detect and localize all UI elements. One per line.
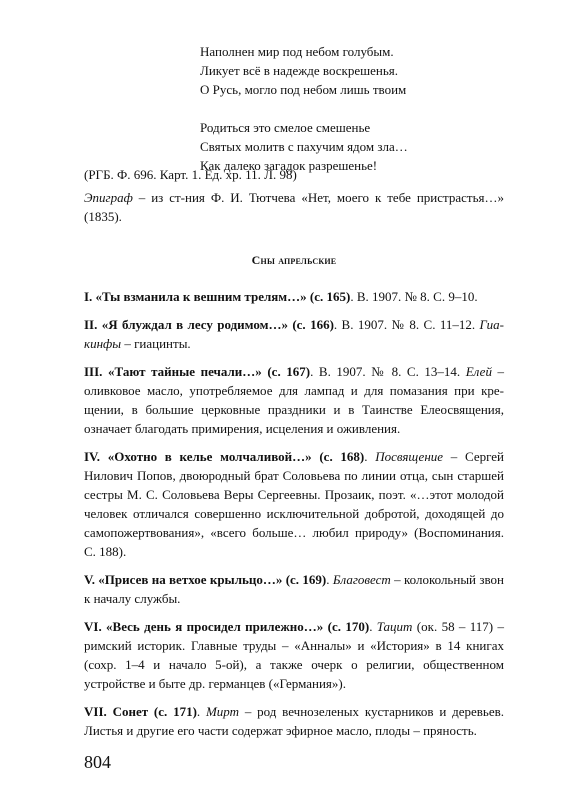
commentary-entry-4 [84, 447, 504, 561]
entry-term: Мирт [205, 704, 240, 719]
epigraph-note [84, 188, 504, 226]
entry-term: Благовест [332, 572, 391, 587]
poem-line: О Русь, могло под небом лишь твоим [200, 82, 407, 97]
poem-stanza-1 [200, 42, 500, 99]
entry-text: – Сергей Нилович Попов, двоюродный брат Соловьева по линии отца, сын старшей сестры М. С. Соловьева Веры Сергеевны. Прозаик, поэт. «…этот молодой человек отличался совершенно исключительной добротой, доходящей до самопожертвования», «всего больше… любил природу» (Воспоминания. С. 188). [84, 449, 504, 559]
entry-text: . [326, 572, 333, 587]
entry-heading: III. «Тают тайные печали…» (с. 167) [84, 364, 311, 379]
entry-text: . [369, 619, 377, 634]
commentary-entry-6 [84, 617, 504, 693]
entry-text: . [364, 449, 376, 464]
entry-heading: IV. «Охотно в келье молчаливой…» (с. 168) [84, 449, 365, 464]
entry-heading: V. «Присев на ветхое крыльцо…» (с. 169) [84, 572, 327, 587]
commentary-entry-5 [84, 570, 504, 608]
entry-text: – оливковое масло, употребляемое для лампад и для помазания при крещении, в большие церковные праздники и в Таинстве Елеосвящения, означает благодать примирения, исцеления и оживления. [84, 364, 505, 436]
archive-source: (РГБ. Ф. 696. Карт. 1. Ед. хр. 11. Л. 98) [84, 167, 297, 182]
entry-text: – род вечнозеленых кустарников и деревьев. Листья и другие его части содержат эфирное масло, плоды – пряность. [84, 704, 505, 738]
commentary-entry-3 [84, 362, 504, 438]
entry-text: (ок. 58 – 117) – римский историк. Главные труды – «Анналы» и «История» в 14 книгах (сохр. 1–4 и начало 5-ой), а также очерк о религии, общественном устройстве и быте др. германцев («Германия»). [84, 619, 504, 691]
poem-excerpt [200, 42, 500, 175]
poem-line: Ликует всё в надежде воскрешенья. [200, 63, 399, 78]
entry-heading: VII. Сонет (с. 171) [84, 704, 197, 719]
entry-term: Елей [465, 364, 492, 379]
entry-text: – гиацинты. [121, 336, 191, 351]
entry-text: . В. 1907. № 8. С. 11–12. [333, 317, 480, 332]
epigraph-term: Эпиграф [84, 190, 133, 205]
section-title: Сны апрельские [251, 253, 337, 267]
commentary-entry-2 [84, 315, 504, 353]
poem-line: Как далеко загадок разрешенье! [200, 158, 378, 173]
commentary-entries [84, 287, 504, 749]
entry-heading: VI. «Весь день я просидел прилежно…» (с. 170) [84, 619, 370, 634]
entry-term: Посвящение [375, 449, 444, 464]
poem-line: Святых молитв с пахучим ядом зла… [200, 139, 408, 154]
poem-line: Наполнен мир под небом голубым. [200, 44, 394, 59]
entry-text: . В. 1907. № 8. С. 9–10. [350, 289, 478, 304]
entry-term: Тацит [376, 619, 413, 634]
entry-heading: I. «Ты взманила к вешним трелям…» (с. 165) [84, 289, 351, 304]
poem-line: Родиться это смелое смешенье [200, 120, 371, 135]
entry-text: – колокольный звон к началу службы. [84, 572, 504, 606]
epigraph-text: – из ст-ния Ф. И. Тютчева «Нет, моего к тебе пристрастья…» (1835). [84, 190, 504, 224]
commentary-entry-7 [84, 702, 504, 740]
entry-text: . В. 1907. № 8. С. 13–14. [310, 364, 466, 379]
entry-heading: II. «Я блуждал в лесу родимом…» (с. 166) [84, 317, 334, 332]
entry-text: . [196, 704, 206, 719]
page-number: 804 [84, 752, 111, 772]
commentary-entry-1 [84, 287, 504, 306]
entry-term: Гиакинфы [84, 317, 505, 351]
